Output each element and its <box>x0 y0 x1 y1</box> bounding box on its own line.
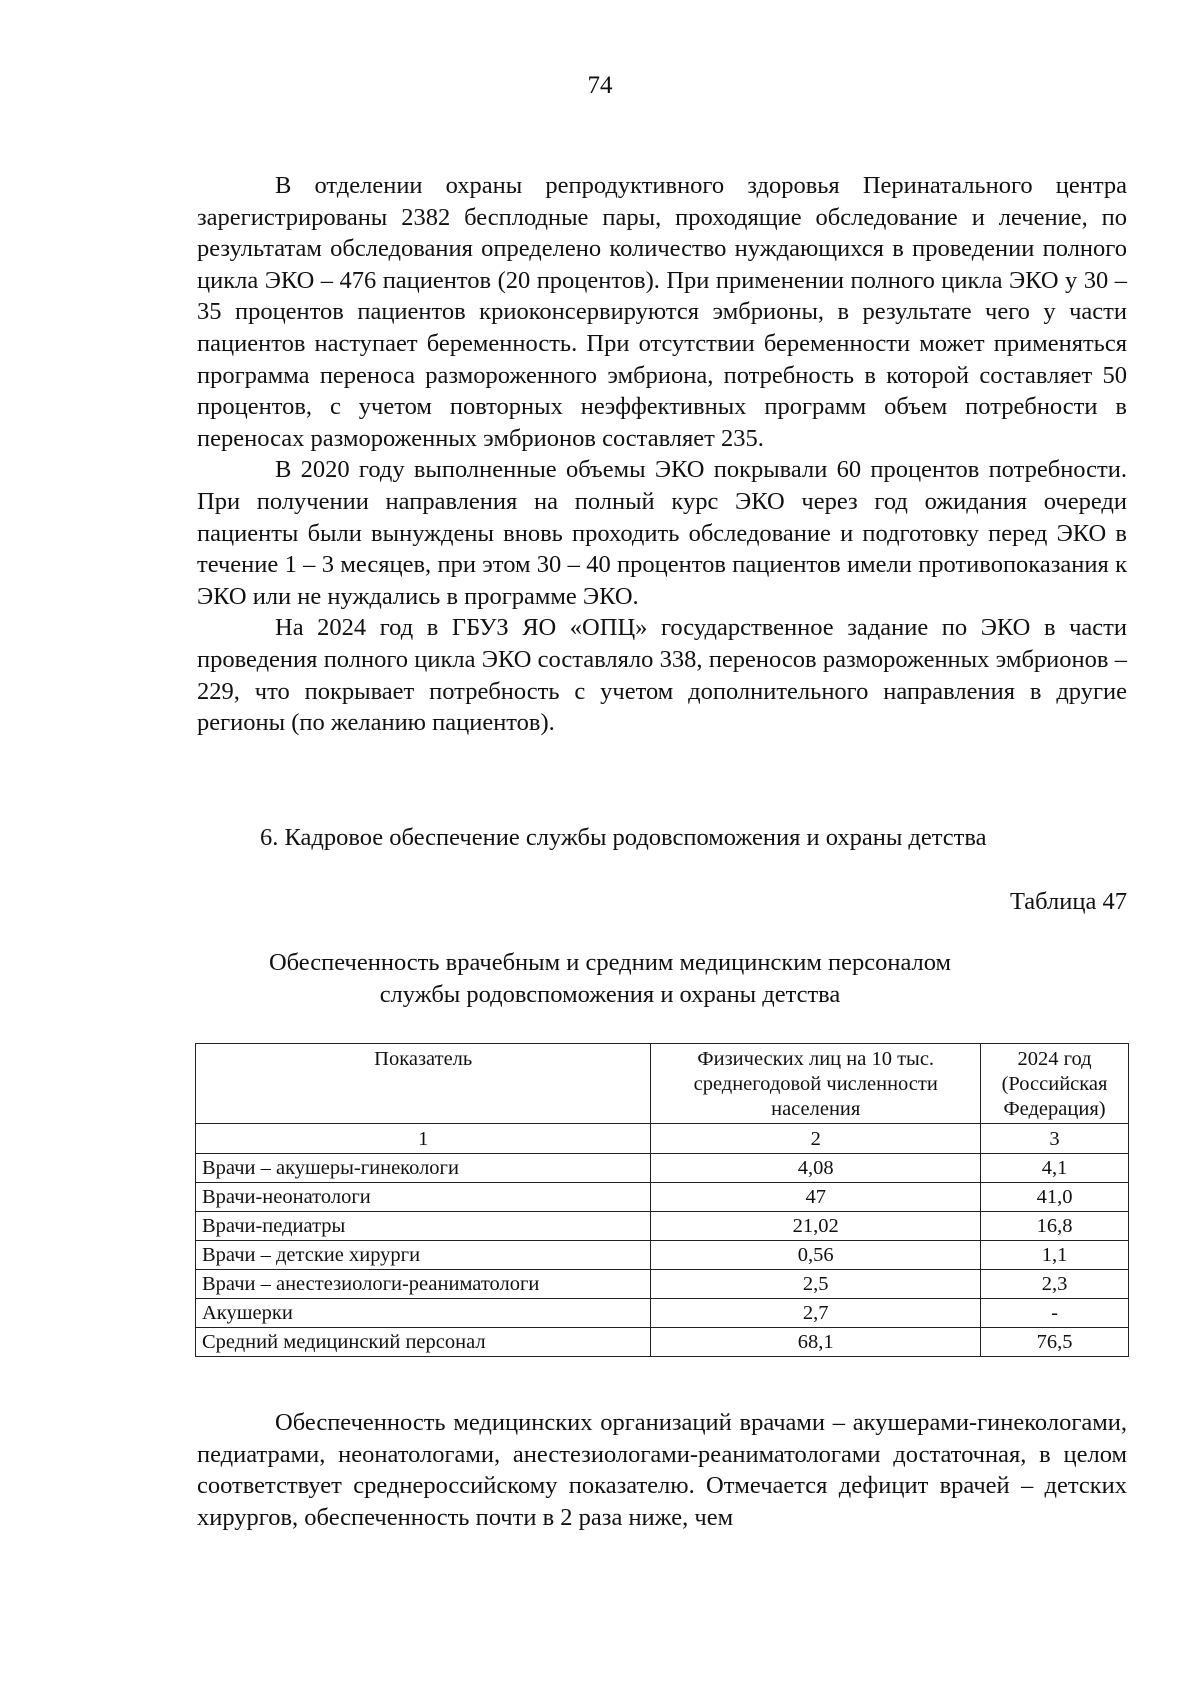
row-russia-value: 2,3 <box>981 1270 1129 1299</box>
table-row <box>196 1212 1129 1241</box>
row-indicator: Врачи-неонатологи <box>196 1183 651 1212</box>
row-russia-value: 16,8 <box>981 1212 1129 1241</box>
row-value: 21,02 <box>651 1212 981 1241</box>
row-russia-value: 4,1 <box>981 1154 1129 1183</box>
body-text-bottom <box>197 1407 1127 1533</box>
table-row <box>196 1328 1129 1357</box>
table-row <box>196 1154 1129 1183</box>
table-row <box>196 1299 1129 1328</box>
row-value: 2,5 <box>651 1270 981 1299</box>
table-title-line: Обеспеченность врачебным и средним медицинским персоналом <box>268 949 952 976</box>
row-indicator: Акушерки <box>196 1299 651 1328</box>
row-indicator: Врачи – детские хирурги <box>196 1241 651 1270</box>
row-value: 4,08 <box>651 1154 981 1183</box>
row-russia-value: - <box>981 1299 1129 1328</box>
table-row <box>196 1270 1129 1299</box>
table-column-numbers-row <box>196 1124 1129 1154</box>
table-row <box>196 1183 1129 1212</box>
row-russia-value: 1,1 <box>981 1241 1129 1270</box>
row-indicator: Врачи – акушеры-гинекологи <box>196 1154 651 1183</box>
row-value: 0,56 <box>651 1241 981 1270</box>
row-russia-value: 76,5 <box>981 1328 1129 1357</box>
row-indicator: Врачи – анестезиологи-реаниматологи <box>196 1270 651 1299</box>
header-indicator: Показатель <box>196 1044 651 1124</box>
row-value: 68,1 <box>651 1328 981 1357</box>
row-indicator: Средний медицинский персонал <box>196 1328 651 1357</box>
paragraph: На 2024 год в ГБУЗ ЯО «ОПЦ» государственное задание по ЭКО в части проведения полного цикла ЭКО составляло 338, переносов размороженных эмбрионов – 229, что покрывает потребность с учетом дополнительного направления в другие регионы (по желанию пациентов). <box>197 614 1127 737</box>
table-header-row <box>196 1044 1129 1124</box>
row-indicator: Врачи-педиатры <box>196 1212 651 1241</box>
table-caption: Таблица 47 <box>1009 888 1127 915</box>
table-title <box>160 947 1060 1011</box>
body-text-top <box>197 170 1127 739</box>
column-number: 2 <box>651 1124 981 1154</box>
header-per-10k: Физических лиц на 10 тыс. среднегодовой численности населения <box>651 1044 981 1124</box>
paragraph: В отделении охраны репродуктивного здоровья Перинатального центра зарегистрированы 2382 бесплодные пары, проходящие обследование и лечение, по результатам обследования определено количество нуждающихся в проведении полного цикла ЭКО – 476 пациентов (20 процентов). При применении полного цикла ЭКО у 30 – 35 процентов пациентов криоконсервируются эмбрионы, в результате чего у части пациентов наступает беременность. При отсутствии беременности может применяться программа переноса размороженного эмбриона, потребность в которой составляет 50 процентов, с учетом повторных неэффективных программ объем потребности в переносах размороженных эмбрионов составляет 235. <box>197 172 1127 452</box>
table-title-line: службы родовспоможения и охраны детства <box>379 981 841 1008</box>
row-value: 2,7 <box>651 1299 981 1328</box>
page-number: 74 <box>587 72 613 99</box>
section-heading: 6. Кадровое обеспечение службы родовспоможения и охраны детства <box>260 824 987 851</box>
paragraph: В 2020 году выполненные объемы ЭКО покрывали 60 процентов потребности. При получении направления на полный курс ЭКО через год ожидания очереди пациенты были вынуждены вновь проходить обследование и подготовку перед ЭКО в течение 1 – 3 месяцев, при этом 30 – 40 процентов пациентов имели противопоказания к ЭКО или не нуждались в программе ЭКО. <box>197 456 1127 610</box>
column-number: 1 <box>196 1124 651 1154</box>
table-row <box>196 1241 1129 1270</box>
paragraph: Обеспеченность медицинских организаций врачами – акушерами-гинекологами, педиатрами, неонатологами, анестезиологами-реаниматологами достаточная, в целом соответствует среднероссийскому показателю. Отмечается дефицит врачей – детских хирургов, обеспеченность почти в 2 раза ниже, чем <box>197 1409 1127 1531</box>
column-number: 3 <box>981 1124 1129 1154</box>
row-russia-value: 41,0 <box>981 1183 1129 1212</box>
header-russia-2024: 2024 год (Российская Федерация) <box>981 1044 1129 1124</box>
staffing-table <box>195 1043 1129 1357</box>
row-value: 47 <box>651 1183 981 1212</box>
